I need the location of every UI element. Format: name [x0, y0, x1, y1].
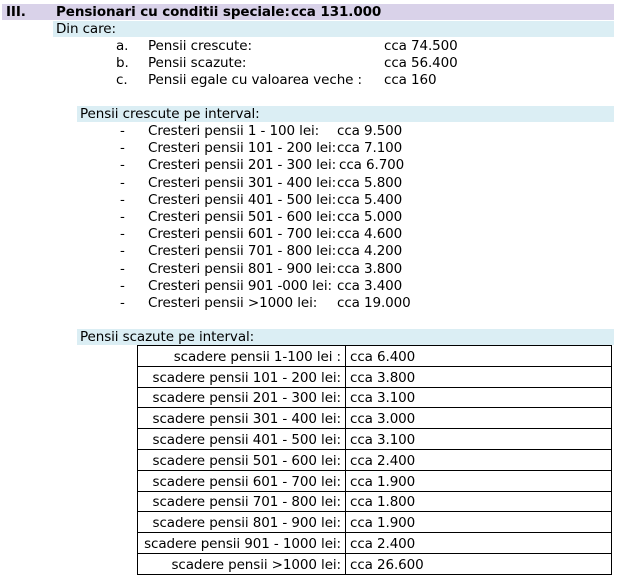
table-row — [138, 470, 612, 491]
dash-bullet: - — [120, 191, 125, 208]
dash-bullet: - — [120, 157, 125, 174]
crescute-item-label: Cresteri pensii 901 -000 lei: — [148, 277, 332, 294]
crescute-item-value: cca 5.400 — [337, 191, 403, 208]
row-value: cca 1.900 — [346, 512, 612, 533]
dash-bullet: - — [120, 123, 125, 139]
table-row — [138, 449, 612, 470]
row-value: cca 2.400 — [346, 449, 612, 470]
table-row — [138, 553, 612, 574]
din-care-label: Din care: — [56, 21, 116, 37]
crescute-item-value: cca 6.700 — [339, 157, 405, 174]
crescute-item-value: cca 4.200 — [337, 243, 403, 260]
row-label: scadere pensii 501 - 600 lei: — [138, 449, 346, 470]
dash-bullet: - — [120, 209, 125, 225]
row-value: cca 3.100 — [346, 387, 612, 408]
table-row — [138, 429, 612, 450]
row-label: scadere pensii >1000 lei: — [138, 553, 346, 574]
row-label: scadere pensii 1-100 lei : — [138, 346, 346, 367]
dash-bullet: - — [120, 277, 125, 294]
list-item — [116, 55, 129, 72]
table-row — [138, 408, 612, 429]
crescute-item-value: cca 7.100 — [337, 140, 403, 157]
din-care-bar — [53, 21, 614, 37]
crescute-item-label: Cresteri pensii 401 - 500 lei: — [148, 191, 337, 208]
row-value: cca 26.600 — [346, 553, 612, 574]
table-row — [138, 366, 612, 387]
list-item — [116, 38, 128, 55]
item-value: cca 74.500 — [384, 38, 458, 54]
dash-bullet: - — [120, 260, 125, 277]
crescute-item-value: cca 3.800 — [337, 260, 403, 277]
item-label: Pensii crescute: — [148, 38, 252, 54]
crescute-title: Pensii crescute pe interval: — [80, 106, 260, 122]
row-value: cca 3.100 — [346, 429, 612, 450]
item-marker: b. — [116, 55, 129, 71]
crescute-item-value: cca 5.800 — [337, 174, 403, 191]
row-value: cca 1.900 — [346, 470, 612, 491]
table-row — [138, 491, 612, 512]
row-label: scadere pensii 101 - 200 lei: — [138, 366, 346, 387]
row-value: cca 2.400 — [346, 533, 612, 554]
crescute-item-label: Cresteri pensii 801 - 900 lei: — [148, 260, 337, 277]
crescute-item-label: Cresteri pensii 701 - 800 lei: — [148, 243, 337, 260]
item-marker: c. — [116, 72, 128, 88]
crescute-item-label: Cresteri pensii 201 - 300 lei: — [148, 157, 337, 174]
dash-bullet: - — [120, 226, 125, 243]
dash-bullet: - — [120, 295, 125, 311]
row-label: scadere pensii 201 - 300 lei: — [138, 387, 346, 408]
row-label: scadere pensii 801 - 900 lei: — [138, 512, 346, 533]
dash-bullet: - — [120, 140, 125, 157]
item-marker: a. — [116, 38, 129, 54]
list-item — [116, 72, 128, 89]
row-value: cca 3.800 — [346, 366, 612, 387]
row-value: cca 6.400 — [346, 346, 612, 367]
crescute-item-label: Cresteri pensii 301 - 400 lei: — [148, 174, 337, 191]
dash-bullet: - — [120, 243, 125, 260]
row-label: scadere pensii 701 - 800 lei: — [138, 491, 346, 512]
row-label: scadere pensii 901 - 1000 lei: — [138, 533, 346, 554]
row-label: scadere pensii 601 - 700 lei: — [138, 470, 346, 491]
scazute-title: Pensii scazute pe interval: — [80, 329, 255, 345]
table-row — [138, 533, 612, 554]
crescute-item-label: Cresteri pensii 101 - 200 lei: — [148, 140, 337, 157]
crescute-item-label: Cresteri pensii 501 - 600 lei: — [148, 209, 337, 225]
crescute-item-label: Cresteri pensii >1000 lei: — [148, 295, 318, 311]
item-label: Pensii egale cu valoarea veche : — [148, 72, 362, 88]
row-label: scadere pensii 401 - 500 lei: — [138, 429, 346, 450]
row-value: cca 3.000 — [346, 408, 612, 429]
crescute-item-label: Cresteri pensii 1 - 100 lei: — [148, 123, 320, 139]
scazute-table — [137, 345, 612, 575]
crescute-item-value: cca 4.600 — [337, 226, 403, 243]
crescute-item-value: cca 3.400 — [337, 277, 403, 294]
dash-bullet: - — [120, 174, 125, 191]
table-row — [138, 512, 612, 533]
section-total: cca 131.000 — [291, 4, 382, 20]
section-title: Pensionari cu conditii speciale: — [56, 4, 290, 20]
crescute-item-value: cca 19.000 — [337, 295, 411, 311]
crescute-item-value: cca 5.000 — [337, 209, 403, 225]
section-number: III. — [6, 4, 26, 20]
item-label: Pensii scazute: — [148, 55, 247, 71]
item-value: cca 160 — [384, 72, 437, 88]
table-row — [138, 346, 612, 367]
crescute-item-label: Cresteri pensii 601 - 700 lei: — [148, 226, 337, 243]
table-row — [138, 387, 612, 408]
item-value: cca 56.400 — [384, 55, 458, 71]
crescute-item-value: cca 9.500 — [337, 123, 403, 139]
row-value: cca 1.800 — [346, 491, 612, 512]
row-label: scadere pensii 301 - 400 lei: — [138, 408, 346, 429]
